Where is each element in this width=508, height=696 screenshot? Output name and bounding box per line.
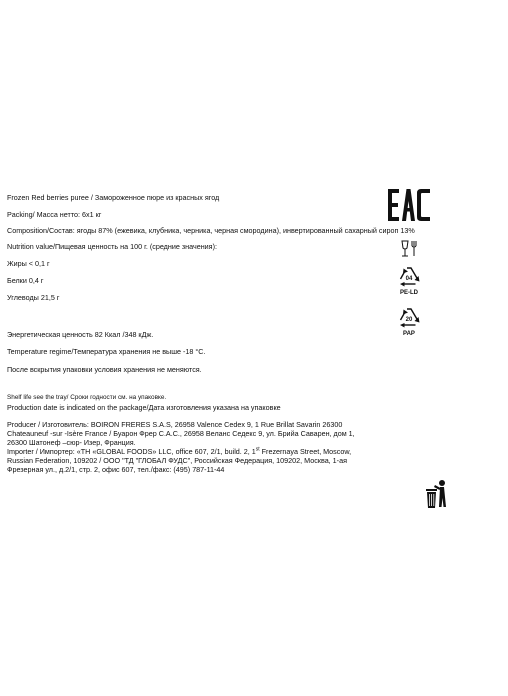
nutrition-title: Nutrition value/Пищевая ценность на 100 г. (средние значения): xyxy=(7,242,217,251)
nutrition-protein: Белки 0,4 г xyxy=(7,276,44,285)
importer xyxy=(7,447,362,474)
recycle-20-number: 20 xyxy=(405,317,413,323)
producer: Producer / Изготовитель: BOIRON FRERES S.A.S, 26958 Valence Cedex 9, 1 Rue Brillat Savarin 26300 Chateauneuf -sur -Isère France / Буарон Фрер С.А.С., 26958 Веланс Седекс 9, ул. Брийа Саварен, дом 1, 26300 Шатонеф –сюр- Изер, Франция. xyxy=(7,420,355,447)
shelf-life: Shelf life see the tray/ Сроки годности см. на упаковке. xyxy=(7,394,167,401)
recycle-20-label: PAP xyxy=(403,331,415,337)
importer-ordinal: st xyxy=(255,446,260,453)
importer-text-1: Importer / Импортер: «ТН «GLOBAL FOODS» LLC, office 607, 2/1, build. 2, 1 xyxy=(7,447,256,456)
recycle-04-number: 04 xyxy=(405,276,413,282)
production-date: Production date is indicated on the package/Дата изготовления указана на упаковке xyxy=(7,403,281,412)
eac-mark-icon xyxy=(387,188,431,222)
importer-text-2: Frezernaya Street, Moscow, Russian Federation, 109202 / ООО "ТД "ГЛОБАЛ ФУДС", Российская Федерация, 109202, Москва, 1-ая Фрезерная ул., д.2/1, стр. 2, офис 607, тел./факс: (495) 787-11-44 xyxy=(7,447,352,474)
recycle-04-icon xyxy=(396,265,422,289)
product-name: Frozen Red berries puree / Замороженное пюре из красных ягод xyxy=(7,193,220,202)
packing: Packing/ Масса нетто: 6х1 кг xyxy=(7,210,102,219)
temperature-regime: Temperature regime/Температура хранения не выше -18 °С. xyxy=(7,347,206,356)
energy-value: Энергетическая ценность 82 Ккал /348 кДж. xyxy=(7,330,154,339)
composition: Composition/Состав: ягоды 87% (ежевика, клубника, черника, черная смородина), инвертированный сахарный сироп 13% xyxy=(7,226,415,235)
recycle-20-icon xyxy=(396,306,422,330)
food-contact-icon xyxy=(396,237,422,263)
recycle-04-label: PE-LD xyxy=(400,290,418,296)
nutrition-carbs: Углеводы 21,5 г xyxy=(7,293,60,302)
trash-bin-icon xyxy=(422,477,452,511)
nutrition-fat: Жиры < 0,1 г xyxy=(7,259,50,268)
after-opening-note: После вскрытия упаковки условия хранения не меняются. xyxy=(7,365,202,374)
